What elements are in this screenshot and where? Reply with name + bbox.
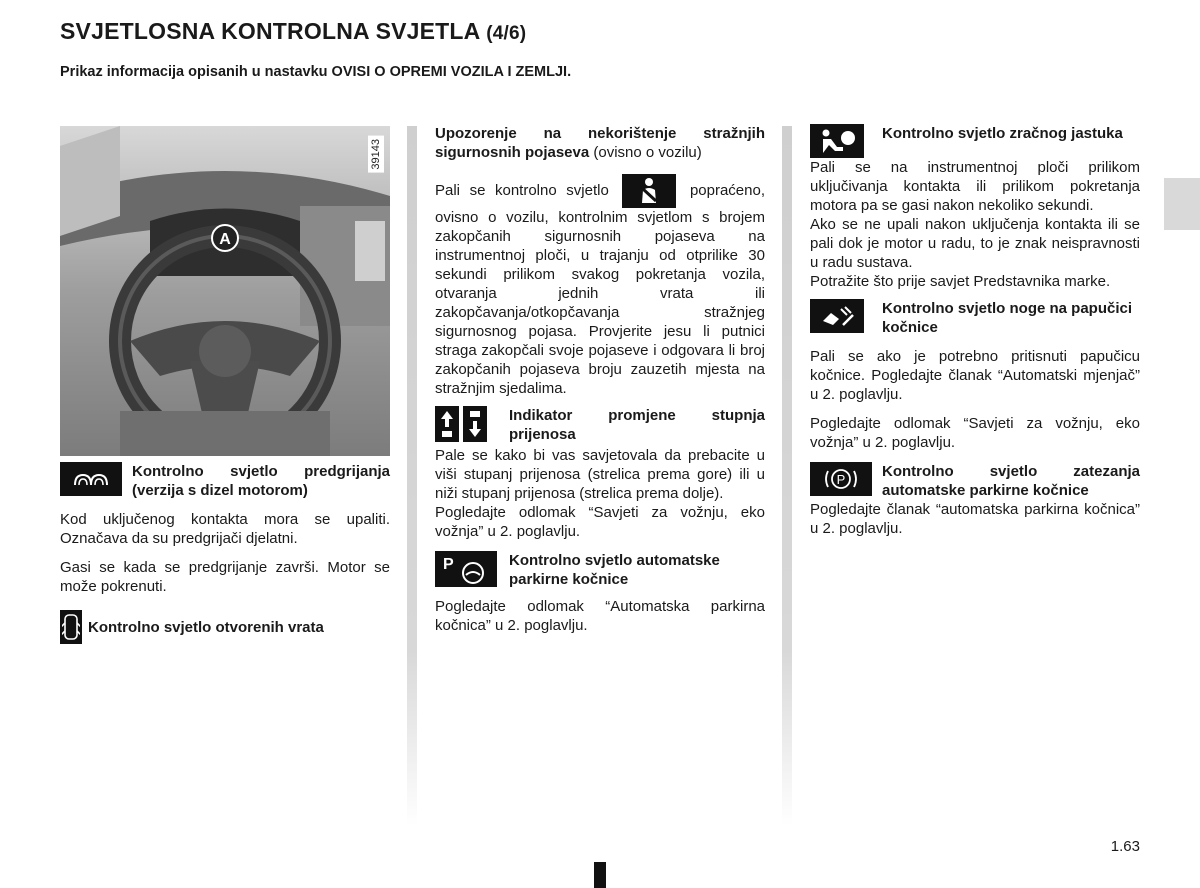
seatbelt-heading: Upozorenje na nekorištenje stražnjih sigurnosnih pojaseva [435,125,765,161]
seatbelt-heading-block [435,124,765,162]
column-3 [810,124,1140,538]
seatbelt-text-after: popraćeno, ovisno o vozilu, kontrolnim svjetlom s brojem zakopčanih sigurnosnih pojaseva na instrumentnoj ploči, u trajanju od otprilike 30 sekundi prilikom svakog pokretanja vozila, otvaranja jednih vrata ili zakopčavanja/otkopčavanja stražnjeg sigurnosnog pojasa. Provjerite jesu li putnici straga zakopčali svoje pojaseve i odgovara li broj zakopčanih pojaseva broju zauzetih mjesta na stražnjim sjedalima. [435,182,765,397]
seatbelt-text-before: Pali se kontrolno svjetlo [435,182,609,199]
column-separator-1 [407,126,417,826]
brakepedal-section [810,299,1140,337]
column-2 [435,124,765,645]
preheat-text-2: Gasi se kada se predgrijanje završi. Motor se može pokrenuti. [60,559,390,595]
parkbrake-heading: Kontrolno svjetlo zatezanja automatske parkirne kočnice [882,463,1140,499]
airbag-heading: Kontrolno svjetlo zračnog jastuka [882,125,1123,142]
binding-mark [594,862,606,888]
page-subtitle: Prikaz informacija opisanih u nastavku OVISI O OPREMI VOZILA I ZEMLJI. [60,64,572,80]
brakepedal-heading: Kontrolno svjetlo noge na papučici kočnice [882,300,1133,336]
page-title [60,18,526,45]
figure-number: 39143 [368,136,384,173]
airbag-text-2: Ako se ne upali nakon uključenja kontakta ili se pali dok je motor u radu, to je znak neispravnosti u radu sustava. [810,216,1140,271]
glow-plug-icon [60,462,122,496]
seatbelt-text [435,174,765,398]
gear-section [435,406,765,444]
page-number: 1.63 [1110,838,1140,855]
foot-on-brake-icon [810,299,864,333]
dashboard-photo [60,126,390,456]
preheat-section [60,462,390,500]
column-separator-2 [782,126,792,826]
airbag-text-1: Pali se na instrumentnoj ploči prilikom uključivanja kontakta ili prilikom pokretanja motora pa se gasi nakon nekoliko sekundi. [810,159,1140,214]
parking-brake-icon [810,462,872,496]
parkbrake-text: Pogledajte članak “automatska parkirna kočnica” u 2. poglavlju. [810,501,1140,537]
doors-heading: Kontrolno svjetlo otvorenih vrata [88,618,324,636]
parkbrake-section [810,462,1140,500]
doors-section [60,610,390,644]
autopark-text: Pogledajte odlomak “Automatska parkirna kočnica” u 2. poglavlju. [435,598,765,634]
airbag-text-3: Potražite što prije savjet Predstavnika marke. [810,273,1111,290]
airbag-icon [810,124,864,158]
auto-parking-brake-icon [435,551,497,587]
gear-down-icon [463,406,487,442]
gear-shift-indicator-icon [435,406,487,442]
callout-a: A [219,231,231,248]
gear-up-icon [435,406,459,442]
seatbelt-icon [622,174,676,208]
autopark-heading: Kontrolno svjetlo automatske parkirne kočnice [509,552,720,588]
svg-text:P: P [443,556,454,573]
page-title-part: (4/6) [486,23,527,44]
gear-heading: Indikator promjene stupnja prijenosa [509,407,765,443]
gear-text-1: Pale se kako bi vas savjetovala da prebacite u viši stupanj prijenosa (strelica prema gore) ili u niži stupanj prijenosa (strelica prema dolje). [435,447,765,502]
brakepedal-text-2: Pogledajte odlomak “Savjeti za vožnju, eko vožnja” u 2. poglavlju. [810,415,1140,451]
brakepedal-text-1: Pali se ako je potrebno pritisnuti papučicu kočnice. Pogledajte članak “Automatski mjenjač” u 2. poglavlju. [810,348,1140,403]
open-door-icon [60,610,82,644]
svg-text:P: P [836,472,846,487]
steering-wheel-illustration [60,126,390,456]
autopark-section [435,551,765,589]
seatbelt-heading-note: (ovisno o vozilu) [593,144,702,161]
preheat-heading: Kontrolno svjetlo predgrijanja (verzija s dizel motorom) [132,463,390,499]
column-1 [60,462,390,646]
chapter-tab [1164,178,1200,230]
preheat-text-1: Kod uključenog kontakta mora se upaliti. Označava da su predgrijači djelatni. [60,511,390,547]
airbag-section [810,124,1140,158]
page-title-main: SVJETLOSNA KONTROLNA SVJETLA [60,18,480,44]
gear-text-2: Pogledajte odlomak “Savjeti za vožnju, eko vožnja” u 2. poglavlju. [435,504,765,540]
